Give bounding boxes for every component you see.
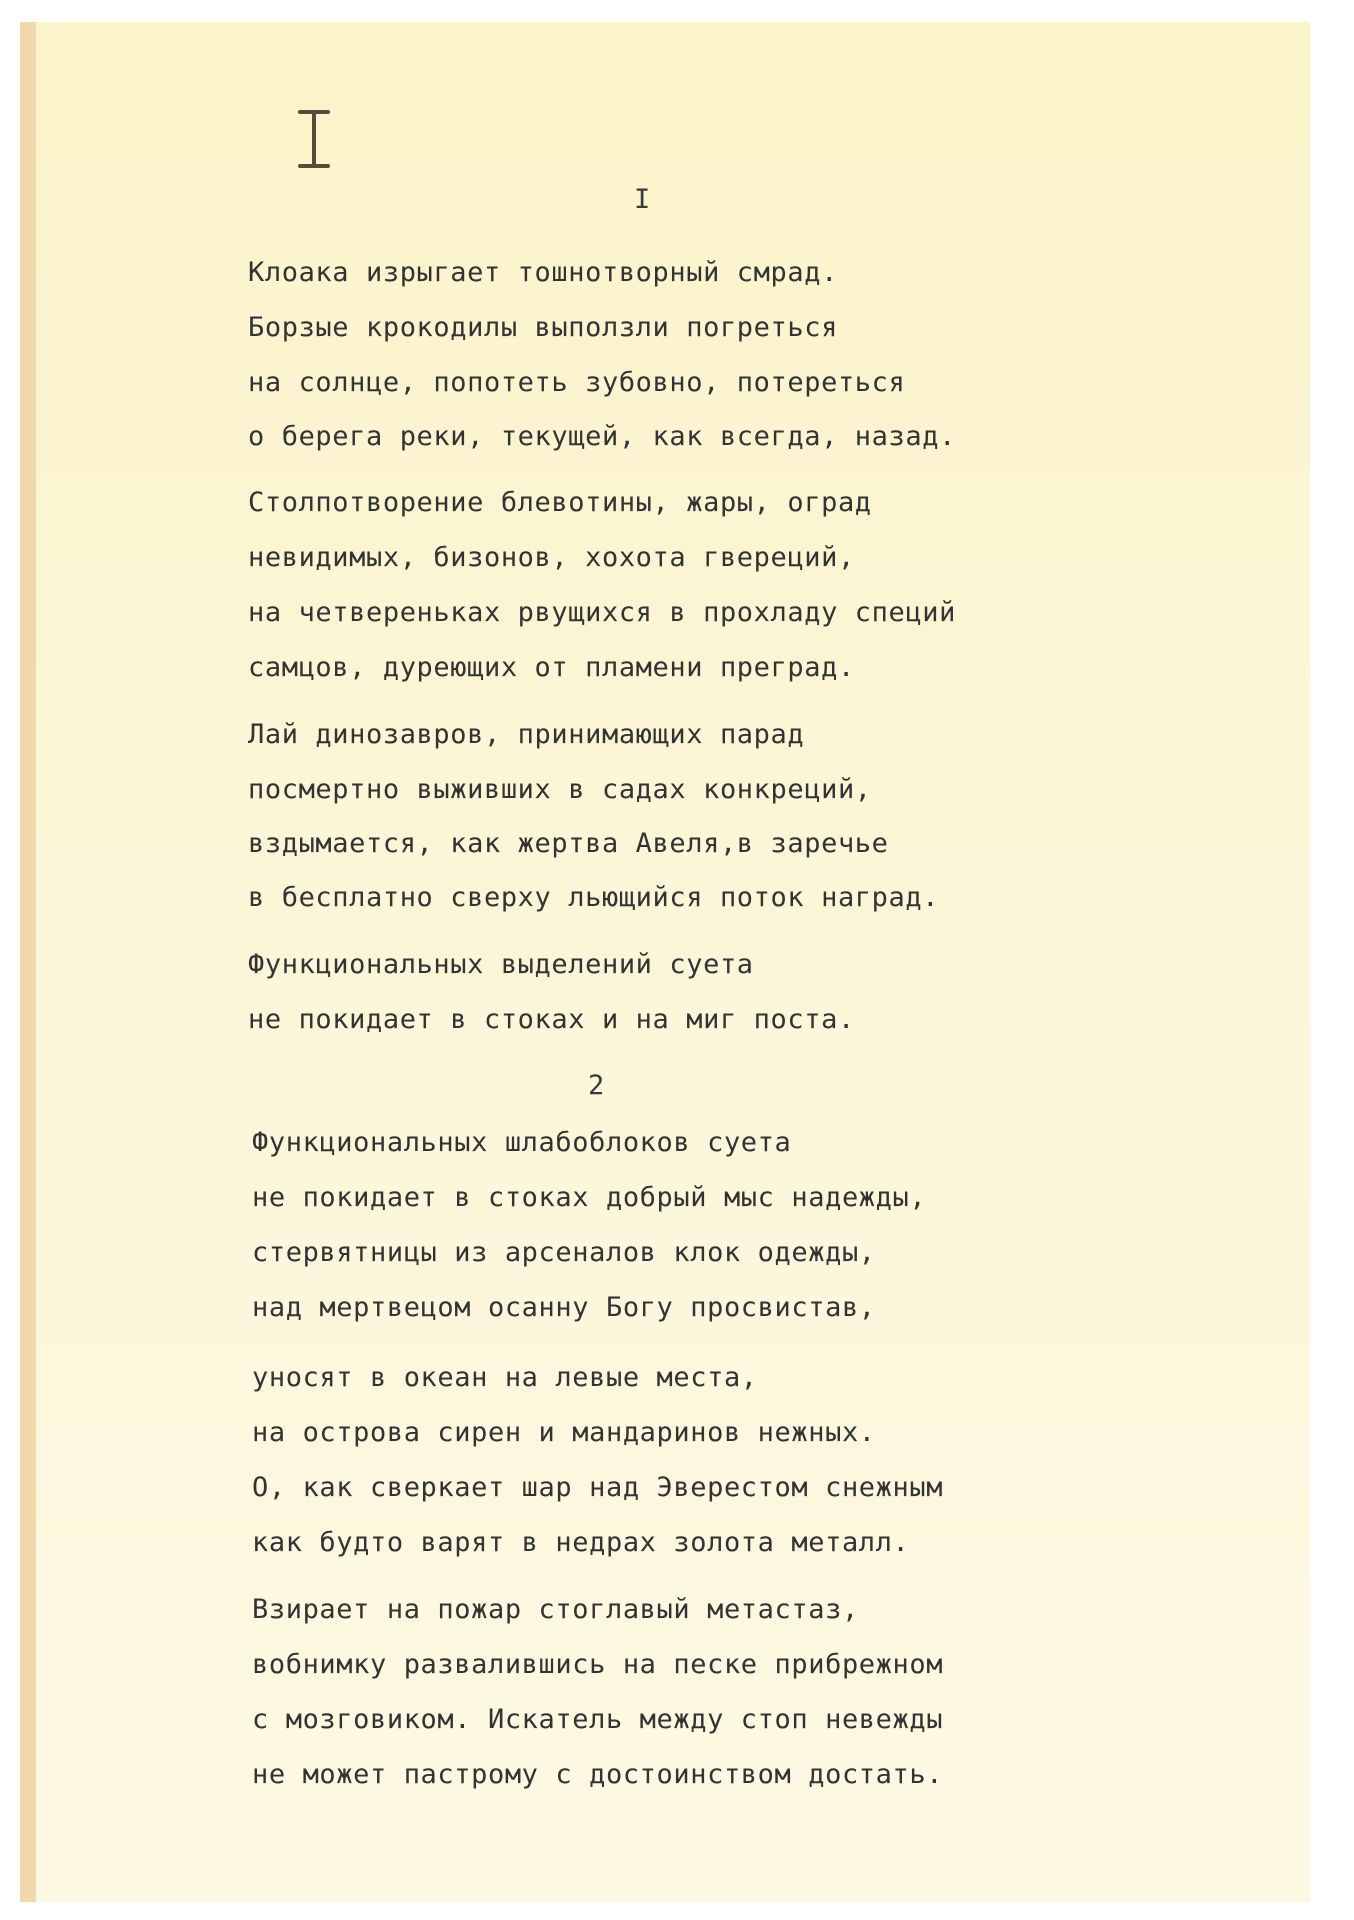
section-number: 2: [588, 1070, 606, 1101]
verse-line: посмертно выживших в садах конкреций,: [248, 774, 872, 805]
verse-line: уносят в океан на левые места,: [252, 1362, 758, 1393]
verse-line: самцов, дурeющих от пламени преград.: [248, 652, 855, 683]
verse-line: Взирает на пожар стоглавый метастаз,: [252, 1594, 859, 1625]
verse-line: как будто варят в недрах золота металл.: [252, 1527, 910, 1558]
verse-line: Лай динозавров, принимающих парад: [248, 719, 805, 750]
verse-line: о берега реки, текущей, как всегда, назад.: [248, 421, 956, 452]
verse-line: Функциональных шлабоблоков суета: [252, 1127, 792, 1158]
verse-line: с мозговиком. Искатель между стоп невежды: [252, 1704, 944, 1735]
verse-line: не покидает в стоках добрый мыс надежды,: [252, 1182, 927, 1213]
typewritten-page: [20, 22, 1310, 1902]
verse-line: невидимых, бизонов, хохота гвереций,: [248, 542, 855, 573]
verse-line: над мертвецом осанну Богу просвистав,: [252, 1292, 876, 1323]
verse-line: вздымается, как жертва Авеля,в заречье: [248, 828, 889, 859]
verse-line: стервятницы из арсеналов клок одежды,: [252, 1237, 876, 1268]
verse-line: на солнце, попотеть зубовно, потереться: [248, 367, 906, 398]
verse-line: не может пастрому с достоинством достать.: [252, 1759, 944, 1790]
section-number: I: [634, 184, 652, 215]
handwritten-roman-numeral: [298, 110, 330, 168]
verse-line: на острова сирен и мандаринов нежных.: [252, 1417, 876, 1448]
verse-line: вобнимку развалившись на песке прибрежном: [252, 1649, 944, 1680]
verse-line: Функциональных выделений суета: [248, 949, 754, 980]
verse-line: О, как сверкает шар над Эверестом снежным: [252, 1472, 944, 1503]
verse-line: на четвереньках рвущихся в прохладу специй: [248, 597, 956, 628]
verse-line: Столпотворение блевотины, жары, оград: [248, 487, 872, 518]
verse-line: Клоака изрыгает тошнотворный смрад.: [248, 257, 838, 288]
verse-line: не покидает в стоках и на миг поста.: [248, 1004, 855, 1035]
verse-line: Борзые крокодилы выползли погреться: [248, 312, 838, 343]
verse-line: в бесплатно сверху льющийся поток наград.: [248, 882, 940, 913]
